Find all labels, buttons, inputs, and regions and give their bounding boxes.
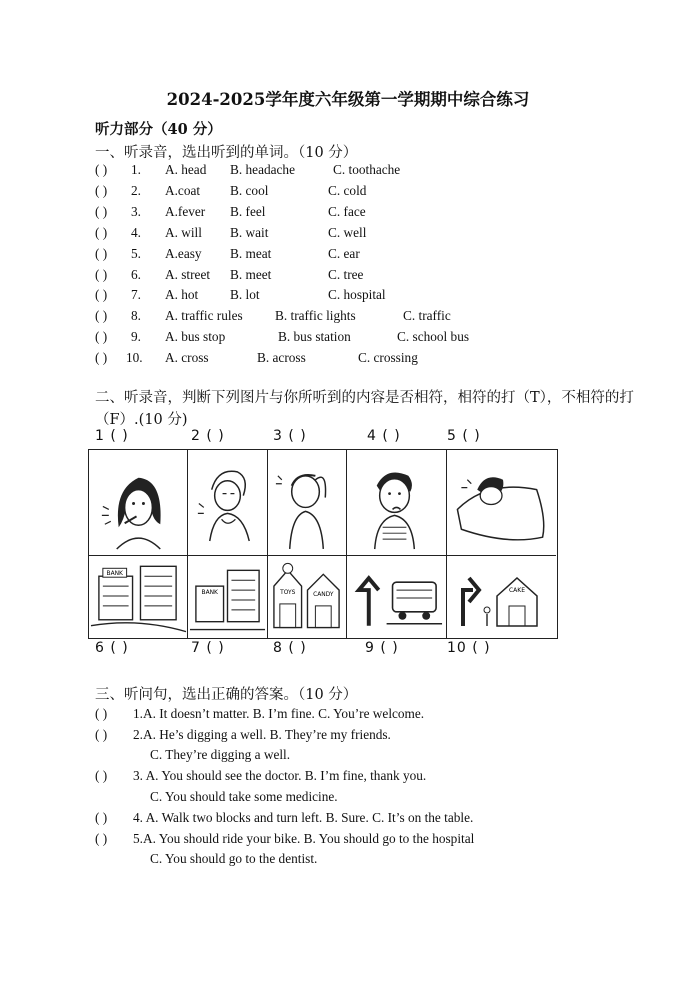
question-text: 4. A. Walk two blocks and turn left. B. Sure. C. It’s on the table. [133,810,474,825]
option-b: B. wait [230,224,269,240]
question-text: 1.A. It doesn’t matter. B. I’m fine. C. You’re welcome. [133,706,425,721]
answer-label-1[interactable]: 1 ( ) [95,428,129,444]
item-number: 4. [131,224,141,240]
option-b: B. headache [230,162,295,177]
answer-blank[interactable]: ( ) [95,308,108,324]
bank-building-icon [188,556,267,638]
item-number: 3. [131,203,141,219]
answer-label-3[interactable]: 3 ( ) [273,428,307,444]
option-c: C. tree [328,266,364,282]
picture-8 [268,556,347,638]
picture-6 [89,556,188,638]
option-b: B. cool [230,182,269,198]
item-number: 5. [131,245,141,261]
item-number: 6. [131,266,141,282]
item-number: 2. [131,182,141,198]
item-number: 9. [131,329,141,345]
option-a: A. street [165,266,211,282]
option-a: A. traffic rules [165,308,243,324]
answer-blank[interactable]: ( ) [95,810,108,825]
option-c: C. traffic [403,308,451,324]
option-c: C. crossing [358,350,418,366]
listening-header: 听力部分（40 分） [95,121,222,138]
option-c: C. toothache [333,162,401,177]
picture-3 [268,450,347,556]
option-c: C. ear [328,245,360,261]
item-number: 7. [131,287,141,303]
question-text: 2.A. He’s digging a well. B. They’re my friends. [133,727,391,742]
item-number: 10. [126,350,143,366]
answer-label-6[interactable]: 6 ( ) [95,640,129,656]
question-text: 5.A. You should ride your bike. B. You should go to the hospital [133,831,475,846]
option-c: C. school bus [397,329,470,345]
option-c: C. cold [328,182,367,198]
boy-toothache-icon [347,450,446,555]
option-b: B. meet [230,266,272,282]
option-c: C. well [328,224,367,240]
question-text-cont: C. You should go to the dentist. [150,851,318,866]
person-in-bed-icon [447,450,556,555]
picture-4 [347,450,447,556]
toys-sign: TOYS [280,590,296,597]
option-a: A. hot [165,287,199,303]
option-a: A. bus stop [165,329,226,345]
option-b: B. lot [230,287,260,303]
question-text: 3. A. You should see the doctor. B. I’m fine, thank you. [133,768,427,783]
section3-heading: 三、听问句，选出正确的答案。（10 分） [95,687,358,703]
item-number: 8. [131,308,141,324]
picture-2 [188,450,268,556]
answer-label-5[interactable]: 5 ( ) [447,428,481,444]
answer-blank[interactable]: ( ) [95,831,108,846]
answer-label-2[interactable]: 2 ( ) [191,428,225,444]
picture-1 [89,450,188,556]
woman-coughing-icon [188,450,267,555]
option-b: B. traffic lights [275,308,356,324]
answer-blank[interactable]: ( ) [95,162,108,177]
answer-label-7[interactable]: 7 ( ) [191,640,225,656]
answer-blank[interactable]: ( ) [95,287,108,303]
answer-blank[interactable]: ( ) [95,224,108,240]
answer-blank[interactable]: ( ) [95,245,108,261]
option-a: A. head [165,162,207,177]
option-b: B. feel [230,203,266,219]
cake-sign: CAKE [508,587,526,594]
picture-5 [447,450,556,556]
candy-sign: CANDY [313,592,334,599]
picture-10 [447,556,556,638]
picture-9 [347,556,447,638]
option-a: A.easy [165,245,202,261]
option-b: B. across [257,350,306,366]
option-a: A. cross [165,350,209,366]
option-c: C. face [328,203,366,219]
answer-label-8[interactable]: 8 ( ) [273,640,307,656]
bank-sign-2: BANK [201,590,218,597]
picture-7 [188,556,268,638]
bank-street-icon [89,556,187,638]
option-b: B. meat [230,245,272,261]
boy-headache-icon [268,450,346,555]
answer-blank[interactable]: ( ) [95,182,108,198]
item-number: 1. [131,162,141,177]
answer-label-9[interactable]: 9 ( ) [365,640,399,656]
option-a: A.coat [165,182,201,198]
option-c: C. hospital [328,287,386,303]
girl-thermometer-icon [89,450,187,555]
toy-shop-candy-shop-icon [268,556,346,638]
option-a: A. will [165,224,202,240]
option-a: A.fever [165,203,206,219]
turn-right-cake-shop-icon [447,556,556,638]
answer-label-4[interactable]: 4 ( ) [367,428,401,444]
section2-heading: 二、听录音，判断下列图片与你所听到的内容是否相符，相符的打（T），不相符的打（F）.(10 分) [95,390,634,428]
answer-label-10[interactable]: 10 ( ) [447,640,491,656]
question-text-cont: C. You should take some medicine. [150,789,338,804]
answer-blank[interactable]: ( ) [95,706,108,721]
answer-blank[interactable]: ( ) [95,768,108,783]
bank-sign: BANK [106,570,123,578]
answer-blank[interactable]: ( ) [95,203,108,219]
answer-blank[interactable]: ( ) [95,350,108,366]
answer-blank[interactable]: ( ) [95,266,108,282]
picture-grid [88,449,558,639]
turn-left-train-icon [347,556,446,638]
exam-title: 2024-2025学年度六年级第一学期期中综合练习 [166,90,530,109]
question-text-cont: C. They’re digging a well. [150,747,291,762]
section1-heading: 一、听录音，选出听到的单词。（10 分） [95,145,358,161]
option-b: B. bus station [278,329,351,345]
answer-blank[interactable]: ( ) [95,329,108,345]
answer-blank[interactable]: ( ) [95,727,108,742]
